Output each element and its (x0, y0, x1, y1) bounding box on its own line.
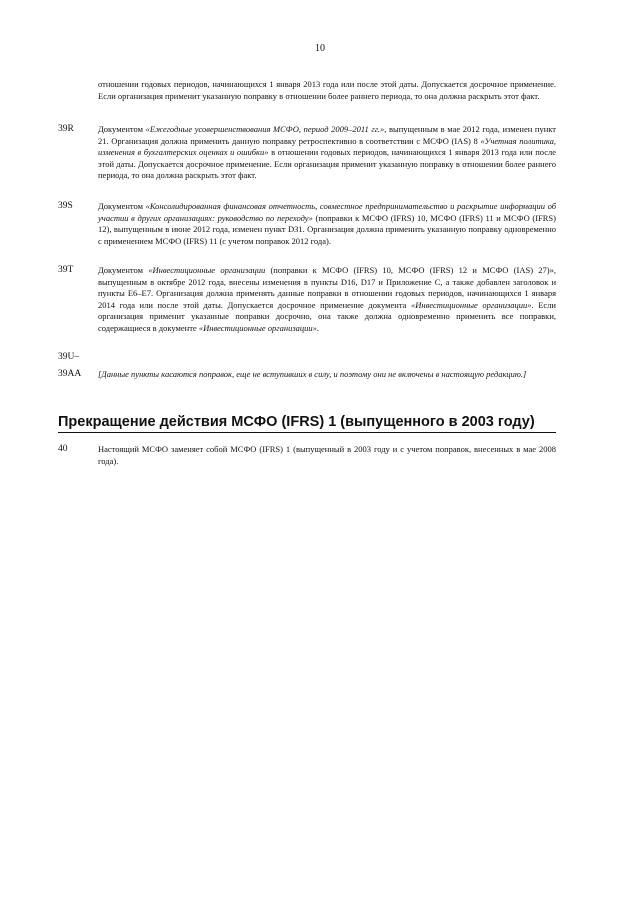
text-run: (поправки к МСФО (IFRS) 10, МСФО (IFRS) 11 и МСФО (IFRS) 12), выпущенным в июне 2012 года, изменен пункт D31. Организация должна применить указанную поправку одновременно с применением МСФО (IFRS) 11 (с учетом поправок 2012 года). (98, 212, 556, 246)
text-run: Документом (98, 201, 146, 211)
doc-title-italic: «Ежегодные усовершенствования МСФО, период 2009–2011 гг.» (145, 124, 385, 134)
doc-title-italic: «Консолидированная финансовая отчетность, совместное предпринимательство и раскрытие информации об участии в других организациях: руководство по переходу» (98, 201, 557, 223)
doc-title-italic: «Инвестиционные организации» (198, 322, 317, 333)
text-run: (поправки к МСФО (IFRS) 10, МСФО (IFRS) 12 и МСФО (IAS) 27)», выпущенным в октябре 2012 года, внесены изменения в пункты D16, D17 и Приложение C, а также добавлен заголовок и пункты E6–E7. Организация должна применять данные поправки в отношении годовых периодов, начинающихся 1 января 2014 года или после этой даты. Допускается досрочное применение документа (98, 265, 557, 310)
paragraph-number: 39T (58, 265, 74, 275)
page-number: 10 (315, 43, 325, 54)
doc-title-italic: «Инвестиционные организации» (411, 299, 532, 310)
doc-title-italic: «Учетная политика, изменения в бухгалтерских оценках и ошибки» (98, 135, 557, 158)
paragraph-text (98, 201, 556, 247)
paragraph-number: 39S (58, 201, 73, 211)
section-heading: Прекращение действия МСФО (IFRS) 1 (выпущенного в 2003 году) (58, 413, 556, 433)
paragraph-text (98, 124, 556, 182)
text-run: Документом (98, 265, 149, 275)
text-run: . (316, 322, 320, 333)
doc-title-italic: «Инвестиционные организации (148, 265, 266, 275)
paragraph-number: 40 (58, 444, 68, 454)
paragraph-number: 39AA (58, 369, 82, 379)
text-run: . Если организация применит указанные поправки досрочно, она также должна одновременно применить все поправки, содержащиеся в документе (98, 299, 556, 333)
note-text: [Данные пункты касаются поправок, еще не вступивших в силу, и поэтому они не включены в настоящую редакцию.] (98, 369, 527, 379)
text-run: в отношении годовых периодов, начинающихся 1 января 2013 года или после этой даты. Допускается досрочное применение. Если организация применит указанную поправку в отношении более раннего периода, то она должна раскрыть этот факт. (98, 147, 556, 181)
paragraph-number: 39R (58, 124, 74, 134)
intro-text: отношении годовых периодов, начинающихся 1 января 2013 года или после этой даты. Допускается досрочное применение. Если организация применит указанную поправку в отношении более раннего периода, то она должна раскрыть этот факт. (98, 79, 556, 101)
paragraph-text: Настоящий МСФО заменяет собой МСФО (IFRS) 1 (выпущенный в 2003 году и с учетом поправок, внесенных в мае 2008 года). (98, 444, 556, 466)
text-run: Документом (98, 124, 146, 134)
text-run: , выпущенным в мае 2012 года, изменен пункт 21. Организация должна применить данную поправку ретроспективно в соответствии с МСФО (IAS) 8 (98, 124, 556, 146)
paragraph-number: 39U– (58, 352, 80, 362)
paragraph-text (98, 265, 556, 335)
editorial-note (98, 369, 556, 381)
